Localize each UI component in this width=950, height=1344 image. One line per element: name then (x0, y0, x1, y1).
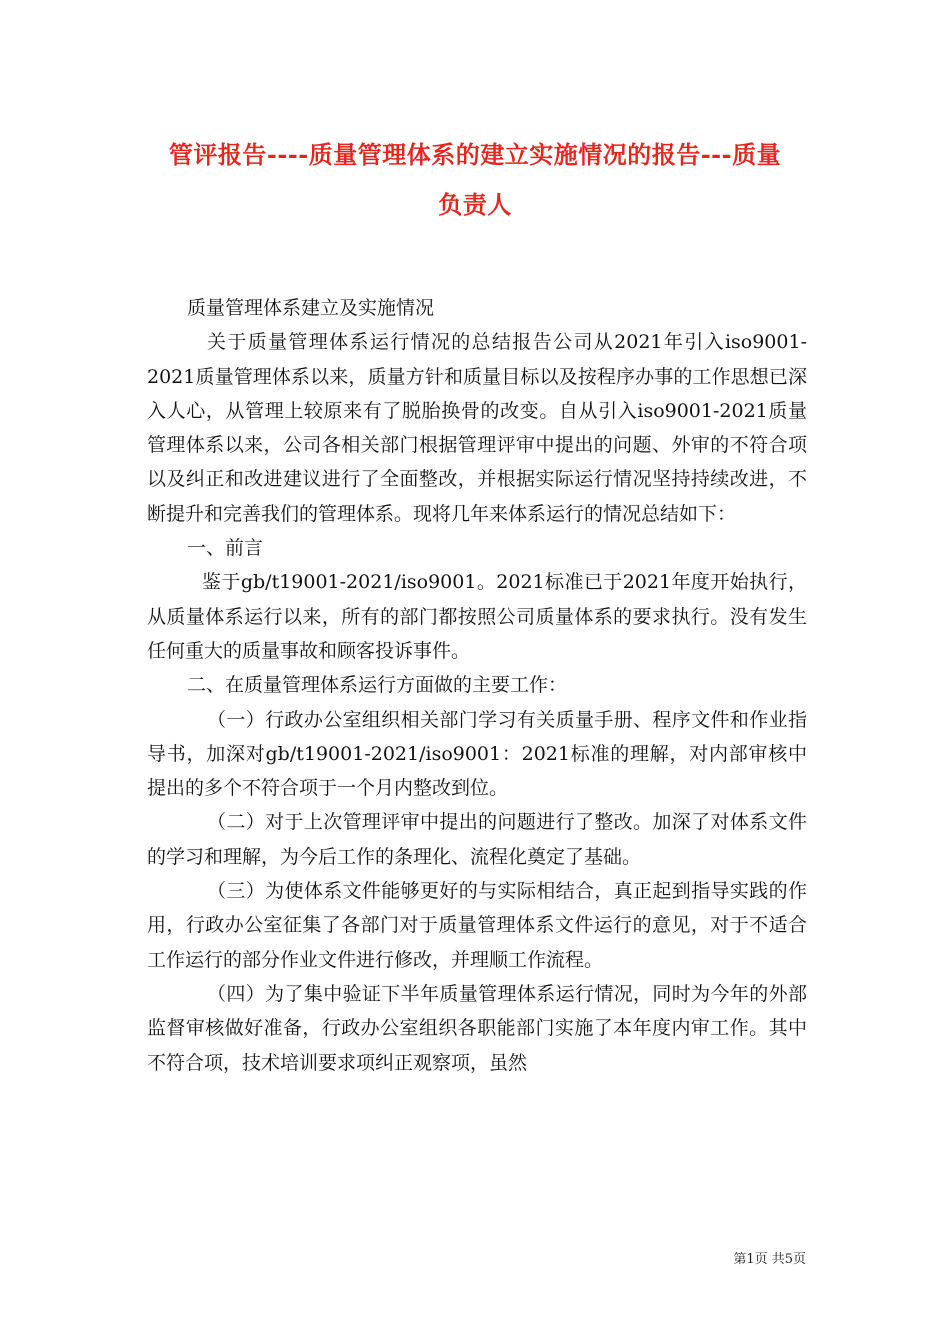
body-paragraph-preface: 鉴于gb/t19001-2021/iso9001。2021标准已于2021年度开始执行，从质量体系运行以来，所有的部门都按照公司质量体系的要求执行。没有发生任何重大的质量事故和顾客投诉事件。 (147, 571, 807, 662)
body-paragraph-summary: 关于质量管理体系运行情况的总结报告公司从2021年引入iso9001-2021质量管理体系以来，质量方针和质量目标以及按程序办事的工作思想已深入人心，从管理上较原来有了脱胎换骨的改变。自从引入iso9001-2021质量管理体系以来，公司各相关部门根据管理评审中提出的问题、外审的不符合项以及纠正和改进建议进行了全面整改，并根据实际运行情况坚持持续改进，不断提升和完善我们的管理体系。现将几年来体系运行的情况总结如下： (147, 331, 807, 525)
page-number-footer: 第1页 共5页 (733, 1252, 806, 1267)
document-title (120, 130, 830, 230)
body-paragraph-item-4: （四）为了集中验证下半年质量管理体系运行情况，同时为今年的外部监督审核做好准备，行政办公室组织各职能部门实施了本年度内审工作。其中不符合项，技术培训要求项纠正观察项，虽然 (147, 982, 807, 1074)
section-heading-implementation: 质量管理体系建立及实施情况 (187, 297, 435, 319)
body-paragraph-item-3: （三）为使体系文件能够更好的与实际相结合，真正起到指导实践的作用，行政办公室征集了各部门对于质量管理体系文件运行的意见，对于不适合工作运行的部分作业文件进行修改，并理顺工作流程。 (147, 880, 807, 971)
section-heading-main-work: 二、在质量管理体系运行方面做的主要工作： (187, 674, 568, 697)
body-paragraph-item-2: （二）对于上次管理评审中提出的问题进行了整改。加深了对体系文件的学习和理解，为今后工作的条理化、流程化奠定了基础。 (147, 811, 807, 868)
document-title-line-2: 负责人 (438, 190, 512, 219)
document-body (147, 291, 807, 1080)
body-paragraph-item-1: （一）行政办公室组织相关部门学习有关质量手册、程序文件和作业指导书，加深对gb/t19001-2021/iso9001：2021标准的理解，对内部审核中提出的多个不符合项于一个月内整改到位。 (147, 708, 807, 800)
section-heading-preface: 一、前言 (187, 537, 264, 560)
document-title-line-1: 管评报告----质量管理体系的建立实施情况的报告---质量 (168, 140, 782, 169)
